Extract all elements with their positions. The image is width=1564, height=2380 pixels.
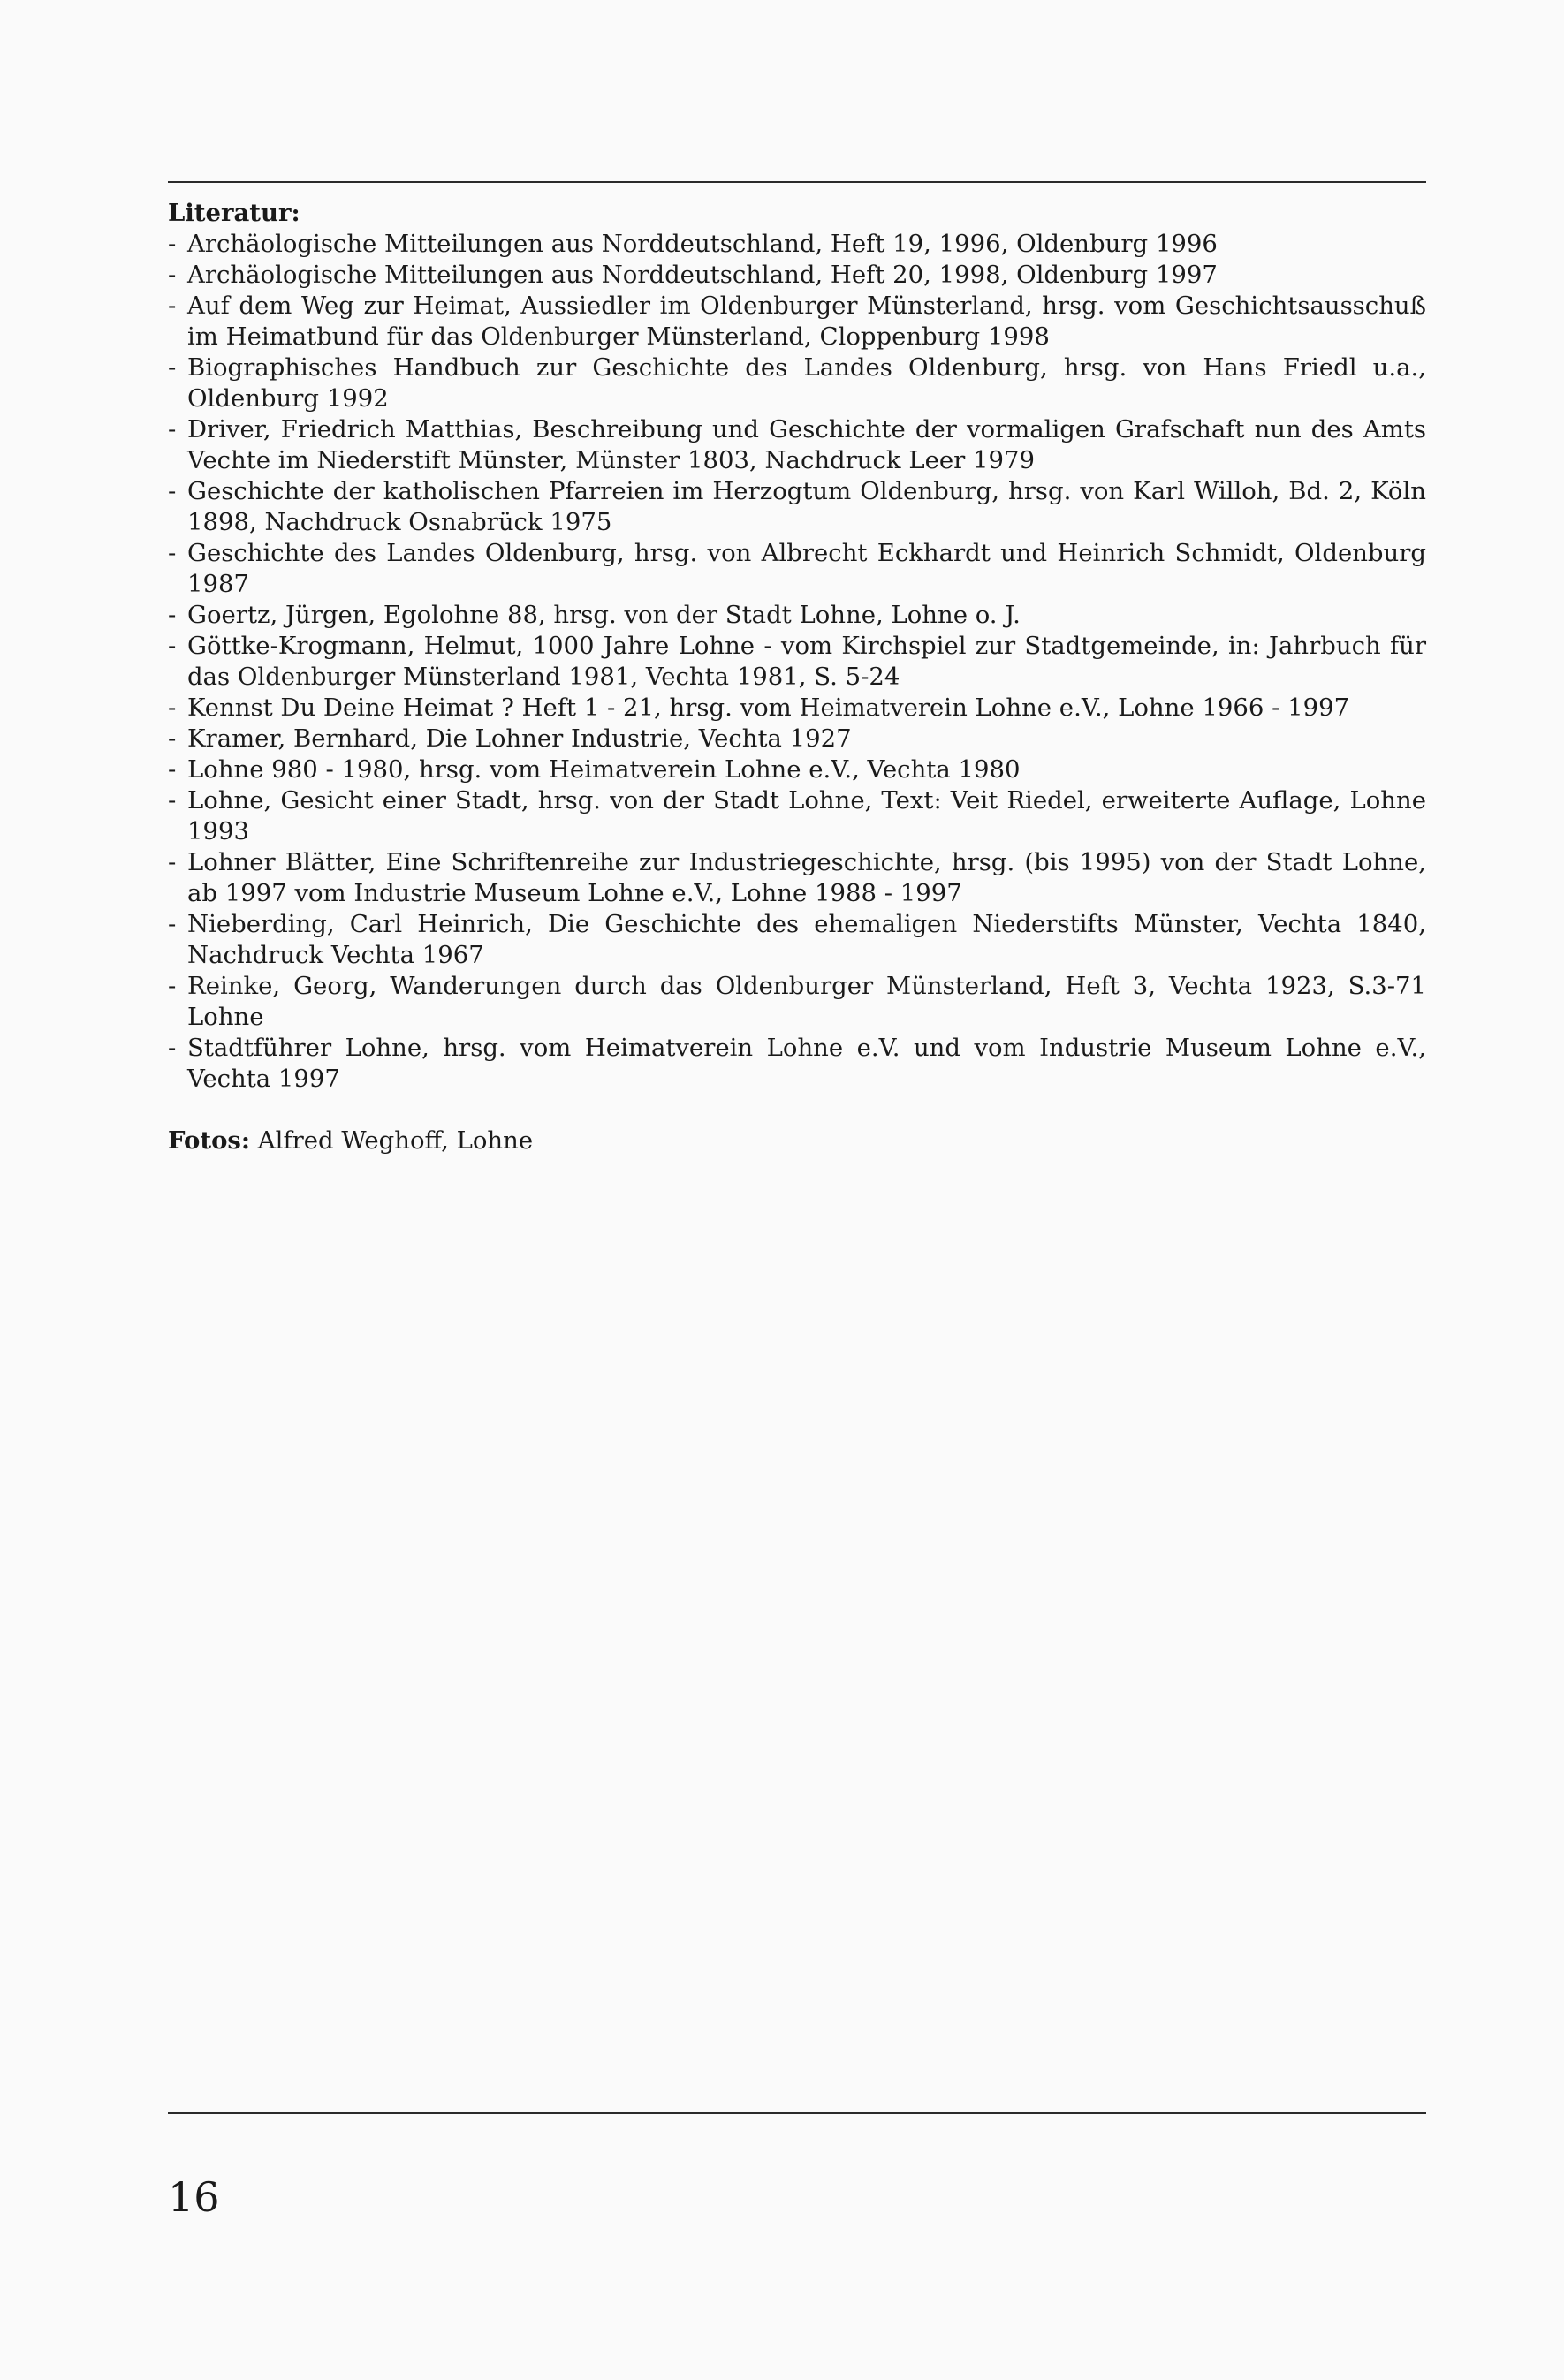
literature-heading: Literatur:	[168, 199, 300, 227]
reference-item: - Geschichte des Landes Oldenburg, hrsg. von Albrecht Eckhardt und Heinrich Schmidt, Oldenburg 1987	[168, 538, 1426, 600]
reference-item: - Kennst Du Deine Heimat ? Heft 1 - 21, hrsg. vom Heimatverein Lohne e.V., Lohne 1966 - 1997	[168, 693, 1426, 724]
reference-item: - Auf dem Weg zur Heimat, Aussiedler im Oldenburger Münsterland, hrsg. vom Geschichtsausschuß im Heimatbund für das Oldenburger Münsterland, Cloppenburg 1998	[168, 291, 1426, 352]
reference-item: - Reinke, Georg, Wanderungen durch das Oldenburger Münsterland, Heft 3, Vechta 1923, S.3-71 Lohne	[168, 971, 1426, 1033]
reference-item: - Lohne, Gesicht einer Stadt, hrsg. von der Stadt Lohne, Text: Veit Riedel, erweiterte Auflage, Lohne 1993	[168, 785, 1426, 847]
reference-item: - Nieberding, Carl Heinrich, Die Geschichte des ehemaligen Niederstifts Münster, Vechta 1840, Nachdruck Vechta 1967	[168, 909, 1426, 971]
reference-item: - Lohne 980 - 1980, hrsg. vom Heimatverein Lohne e.V., Vechta 1980	[168, 754, 1426, 785]
reference-item: - Driver, Friedrich Matthias, Beschreibung und Geschichte der vormaligen Grafschaft nun des Amts Vechte im Niederstift Münster, Münster 1803, Nachdruck Leer 1979	[168, 414, 1426, 476]
literature-section	[168, 198, 1426, 1181]
reference-list	[168, 229, 1426, 1095]
reference-item: - Goertz, Jürgen, Egolohne 88, hrsg. von der Stadt Lohne, Lohne o. J.	[168, 600, 1426, 631]
photo-credit-label: Fotos:	[168, 1126, 251, 1155]
top-rule	[168, 181, 1426, 183]
reference-item: - Archäologische Mitteilungen aus Norddeutschland, Heft 20, 1998, Oldenburg 1997	[168, 260, 1426, 291]
photo-credit-text: Alfred Weghoff, Lohne	[250, 1126, 534, 1155]
reference-item: - Göttke-Krogmann, Helmut, 1000 Jahre Lohne - vom Kirchspiel zur Stadtgemeinde, in: Jahrbuch für das Oldenburger Münsterland 1981, Vechta 1981, S. 5-24	[168, 631, 1426, 693]
reference-item: - Kramer, Bernhard, Die Lohner Industrie, Vechta 1927	[168, 724, 1426, 754]
reference-item: - Biographisches Handbuch zur Geschichte des Landes Oldenburg, hrsg. von Hans Friedl u.a., Oldenburg 1992	[168, 352, 1426, 414]
reference-item: - Stadtführer Lohne, hrsg. vom Heimatverein Lohne e.V. und vom Industrie Museum Lohne e.V., Vechta 1997	[168, 1033, 1426, 1095]
reference-item: - Archäologische Mitteilungen aus Norddeutschland, Heft 19, 1996, Oldenburg 1996	[168, 229, 1426, 260]
bottom-rule	[168, 2112, 1426, 2114]
photo-credit	[168, 1126, 1426, 1156]
reference-item: - Lohner Blätter, Eine Schriftenreihe zur Industriegeschichte, hrsg. (bis 1995) von der Stadt Lohne, ab 1997 vom Industrie Museum Lohne e.V., Lohne 1988 - 1997	[168, 847, 1426, 909]
page-number: 16	[168, 2173, 220, 2221]
reference-item: - Geschichte der katholischen Pfarreien im Herzogtum Oldenburg, hrsg. von Karl Willoh, Bd. 2, Köln 1898, Nachdruck Osnabrück 1975	[168, 476, 1426, 538]
